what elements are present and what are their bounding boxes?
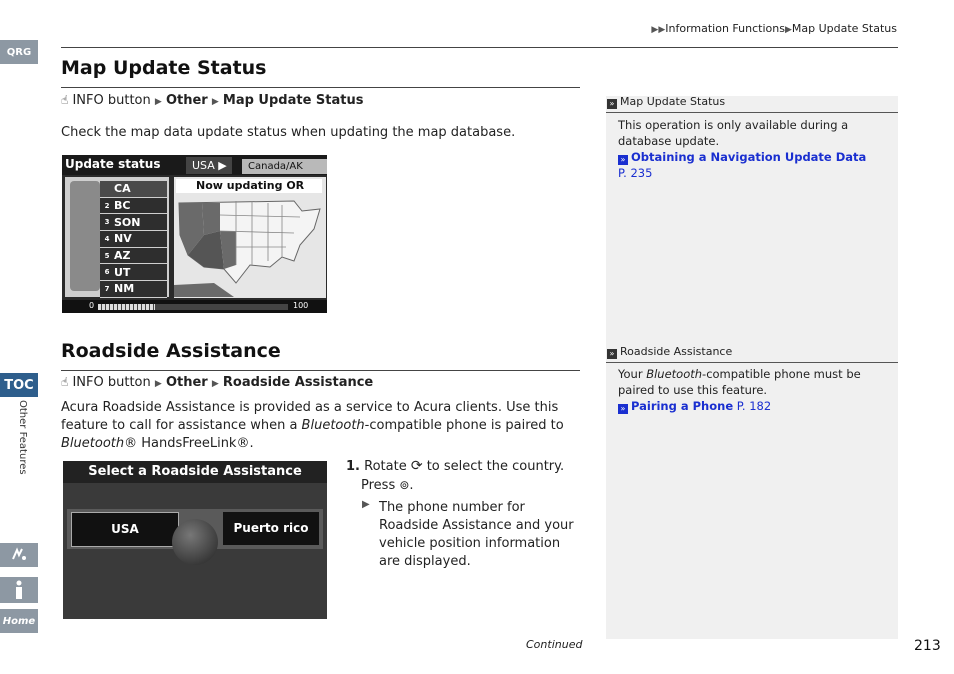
path-start: INFO button <box>72 375 151 390</box>
path-step-roadside: Roadside Assistance <box>222 375 374 390</box>
press-knob-icon: ⊚ <box>399 478 410 492</box>
qrg-label: QRG <box>6 46 32 58</box>
state-list-item[interactable] <box>100 281 167 298</box>
state-number: 3 <box>104 218 110 227</box>
note-map-head: » Map Update Status <box>607 95 725 109</box>
triangle-right-icon: ▶ <box>154 97 162 107</box>
note-roadside-text: Your Bluetooth-compatible phone must be paired to use this feature. <box>618 367 861 397</box>
voice-command-icon <box>10 547 28 563</box>
progress-max: 100 <box>293 301 309 310</box>
state-number: 5 <box>104 251 110 260</box>
state-code: NV <box>114 232 132 246</box>
tab-usa[interactable]: USA ▶ <box>186 157 232 174</box>
home-tab[interactable] <box>0 609 38 633</box>
hand-icon: ☝ <box>61 375 69 389</box>
info-icon <box>13 580 25 600</box>
tab-usa-label: USA <box>192 159 215 172</box>
toc-tab[interactable] <box>0 373 38 397</box>
note-map-text: This operation is only available during a database update. <box>618 118 849 148</box>
link-arrow-icon: » <box>618 155 628 165</box>
section-vertical-label: Other Features <box>17 400 28 475</box>
triangle-right-icon: ▶▶ <box>651 25 666 35</box>
triangle-right-icon: ▶ <box>362 499 370 510</box>
section-rule <box>61 87 580 88</box>
home-label: Home <box>2 615 36 627</box>
tab-canada-label: Canada/AK <box>248 161 303 172</box>
map-panel <box>174 177 326 298</box>
tab-canada[interactable] <box>242 159 327 174</box>
note-roadside-head: » Roadside Assistance <box>607 345 732 359</box>
continued-label: Continued <box>526 638 583 651</box>
updating-banner: Now updating OR <box>176 179 322 193</box>
triangle-right-icon: ▶ <box>784 25 792 35</box>
state-code: SON <box>114 215 141 229</box>
map-update-title: Map Update Status <box>61 57 267 79</box>
map-update-path <box>61 93 364 108</box>
progress-min: 0 <box>89 301 95 310</box>
roadside-title: Roadside Assistance <box>61 340 281 362</box>
path-step-map-update: Map Update Status <box>222 93 364 108</box>
qrg-tab[interactable] <box>0 40 38 64</box>
screen-title: Update status <box>65 157 161 171</box>
state-list-item[interactable] <box>100 181 167 198</box>
option-puerto-rico[interactable]: Puerto rico <box>223 512 319 545</box>
note-marker-icon: » <box>607 349 617 359</box>
link-arrow-icon: » <box>618 404 628 414</box>
roadside-description: Acura Roadside Assistance is provided as a service to Acura clients. Use this feature to call for assistance when a Bluetooth-compatible phone is paired to Bluetooth® HandsFreeLink®. <box>61 400 564 451</box>
rotate-knob-icon: ⟳ <box>410 458 423 474</box>
state-list-item[interactable] <box>100 214 167 231</box>
step-1-result: The phone number for Roadside Assistance and your vehicle position information are displayed. <box>379 500 574 569</box>
header-rule <box>61 47 898 48</box>
option-usa[interactable]: USA <box>71 512 179 547</box>
update-status-screenshot <box>62 155 327 313</box>
roadside-path <box>61 375 373 390</box>
triangle-right-icon: ▶ <box>211 379 219 389</box>
note-rule <box>606 112 898 113</box>
toc-label: TOC <box>4 377 34 393</box>
state-code: BC <box>114 199 131 213</box>
progress-bar <box>98 304 288 310</box>
path-start: INFO button <box>72 93 151 108</box>
hand-icon: ☝ <box>61 93 69 107</box>
usa-map-icon <box>174 195 326 298</box>
step-1: 1. Rotate ⟳ to select the country. Press ⊚. <box>346 458 565 493</box>
state-list-item[interactable] <box>100 231 167 248</box>
state-list-item[interactable] <box>100 248 167 265</box>
breadcrumb-info-functions[interactable]: Information Functions <box>665 22 785 35</box>
step-number: 1. <box>346 459 360 474</box>
state-list-item[interactable] <box>100 264 167 281</box>
breadcrumb <box>651 22 897 35</box>
link-obtaining-update[interactable]: » Obtaining a Navigation Update Data P. 235 <box>618 150 867 180</box>
breadcrumb-map-update[interactable]: Map Update Status <box>791 22 897 35</box>
section-rule <box>61 370 580 371</box>
info-tab[interactable] <box>0 577 38 603</box>
triangle-right-icon: ▶ <box>211 97 219 107</box>
state-list <box>100 181 167 298</box>
state-list-item[interactable] <box>100 198 167 215</box>
screen-title: Select a Roadside Assistance <box>63 461 327 483</box>
state-code: AZ <box>114 249 131 263</box>
triangle-right-icon: ▶ <box>154 379 162 389</box>
state-code: UT <box>114 265 131 279</box>
state-number: 6 <box>104 268 110 277</box>
state-number: 4 <box>104 234 110 243</box>
state-number: 2 <box>104 201 110 210</box>
map-update-description: Check the map data update status when updating the map database. <box>61 125 516 140</box>
page-number: 213 <box>914 638 941 654</box>
roadside-screenshot <box>63 461 327 619</box>
note-marker-icon: » <box>607 99 617 109</box>
state-code: NM <box>114 282 135 296</box>
voice-tab[interactable] <box>0 543 38 567</box>
path-step-other: Other <box>165 375 208 390</box>
selector-knob-icon <box>172 519 218 565</box>
link-pairing-phone[interactable]: » Pairing a Phone P. 182 <box>618 398 890 414</box>
state-number: 7 <box>104 284 110 293</box>
note-rule <box>606 362 898 363</box>
state-code: CA <box>114 182 131 196</box>
path-step-other: Other <box>165 93 208 108</box>
